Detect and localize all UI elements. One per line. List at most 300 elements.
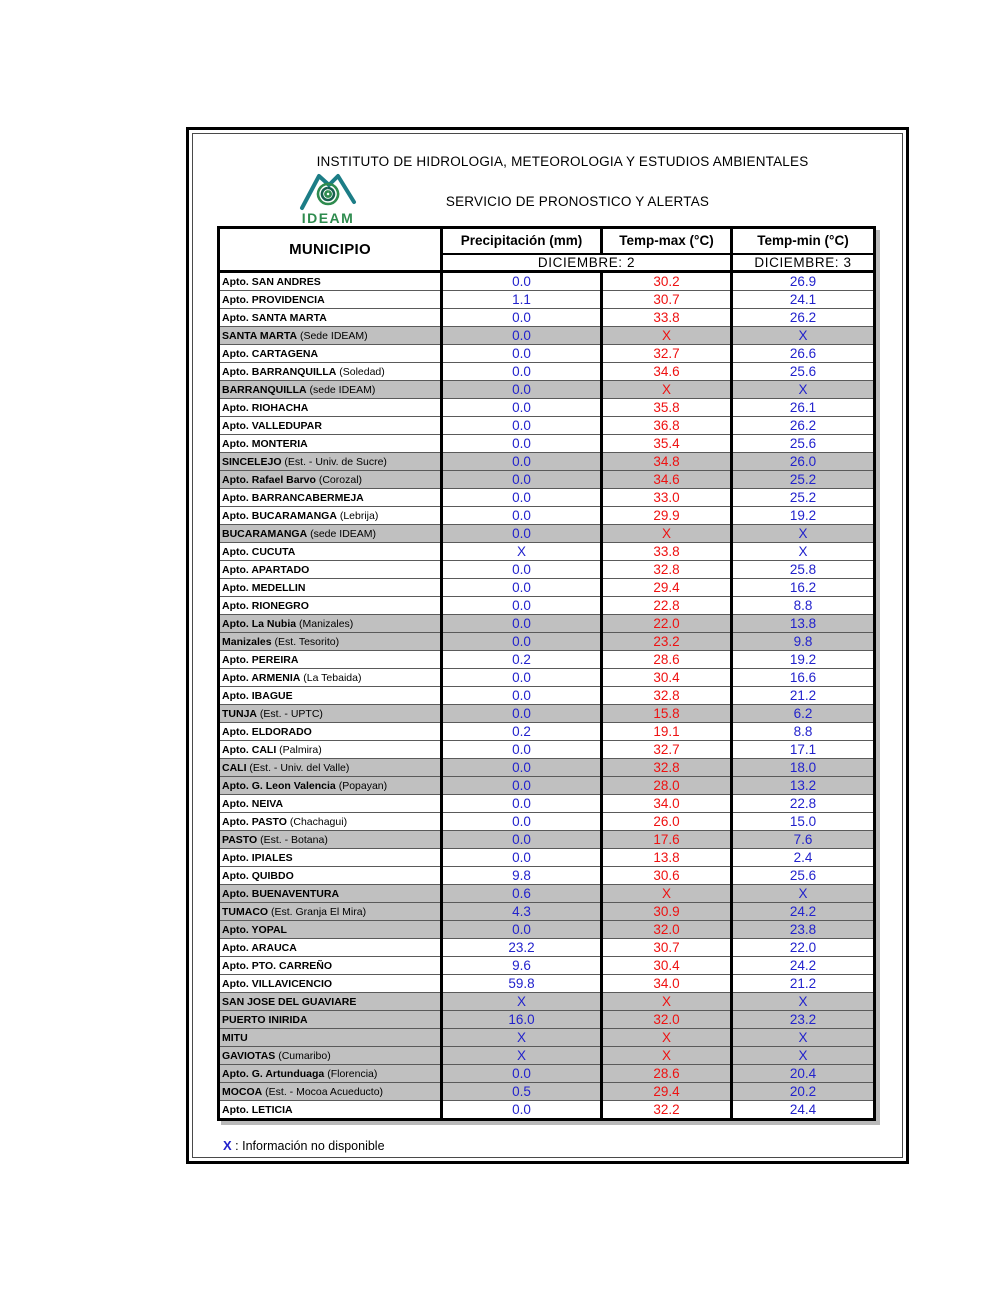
municipio-cell bbox=[219, 921, 442, 939]
table-body bbox=[219, 272, 875, 1120]
temp-min-value: 24.4 bbox=[789, 1102, 817, 1117]
municipio-name: Apto. BARRANQUILLA bbox=[222, 365, 337, 378]
municipio-cell bbox=[219, 867, 442, 885]
table-row bbox=[219, 849, 875, 867]
temp-max-value: 30.4 bbox=[602, 957, 732, 975]
temp-max-value: 34.6 bbox=[602, 363, 732, 381]
precipitation-value: 0.0 bbox=[442, 813, 602, 831]
municipio-note: (Est. - Univ. del Valle) bbox=[246, 761, 350, 774]
temp-min-value: 23.2 bbox=[732, 1011, 875, 1029]
municipio-note: (Cumaribo) bbox=[275, 1049, 331, 1062]
municipio-note: (Soledad) bbox=[336, 365, 385, 378]
table-row bbox=[219, 1083, 875, 1101]
temp-max-value: X bbox=[602, 381, 732, 399]
legend-note bbox=[223, 1138, 385, 1153]
table-row bbox=[219, 651, 875, 669]
temp-max-value: 32.0 bbox=[602, 921, 732, 939]
municipio-name: Apto. VILLAVICENCIO bbox=[222, 977, 333, 990]
municipio-name: Apto. SAN ANDRES bbox=[222, 275, 321, 288]
col-header-temp-min: Temp-min (°C) bbox=[732, 228, 875, 254]
table-row bbox=[219, 471, 875, 489]
temp-min-value: 19.2 bbox=[732, 507, 875, 525]
municipio-note: (Est. - UPTC) bbox=[257, 707, 323, 720]
temp-min-value: 8.8 bbox=[732, 597, 875, 615]
municipio-cell bbox=[219, 651, 442, 669]
precipitation-value: 0.0 bbox=[442, 921, 602, 939]
table-row bbox=[219, 759, 875, 777]
table-row bbox=[219, 975, 875, 993]
municipio-note: (Popayan) bbox=[335, 779, 388, 792]
municipio-name: Apto. PROVIDENCIA bbox=[222, 293, 325, 306]
table-row bbox=[219, 1047, 875, 1065]
precipitation-value: 0.2 bbox=[442, 651, 602, 669]
municipio-note: (Florencia) bbox=[324, 1067, 378, 1080]
table-row bbox=[219, 723, 875, 741]
municipio-name: Apto. RIONEGRO bbox=[222, 599, 309, 612]
table-row bbox=[219, 543, 875, 561]
table-row bbox=[219, 525, 875, 543]
legend-text: : Información no disponible bbox=[231, 1139, 385, 1153]
municipio-note: (Est. Granja El Mira) bbox=[268, 905, 367, 918]
table-row bbox=[219, 939, 875, 957]
table-row bbox=[219, 921, 875, 939]
table-row bbox=[219, 867, 875, 885]
precipitation-value: X bbox=[442, 993, 602, 1011]
precipitation-value: X bbox=[442, 543, 602, 561]
temp-min-value: 25.6 bbox=[732, 363, 875, 381]
temp-max-value: 33.0 bbox=[602, 489, 732, 507]
municipio-cell bbox=[219, 723, 442, 741]
municipio-name: Apto. MEDELLIN bbox=[222, 581, 306, 594]
municipio-name: PUERTO INIRIDA bbox=[222, 1013, 308, 1026]
precipitation-value: 0.0 bbox=[442, 561, 602, 579]
temp-max-value: 29.4 bbox=[602, 1083, 732, 1101]
municipio-cell bbox=[219, 633, 442, 651]
municipio-cell bbox=[219, 381, 442, 399]
temp-min-value: 24.2 bbox=[732, 903, 875, 921]
municipio-name: Apto. ARAUCA bbox=[222, 941, 297, 954]
municipio-cell bbox=[219, 903, 442, 921]
municipio-cell bbox=[219, 453, 442, 471]
municipio-note: (Manizales) bbox=[296, 617, 354, 630]
municipio-note: (Palmira) bbox=[276, 743, 322, 756]
table-row bbox=[219, 309, 875, 327]
forecast-table bbox=[217, 226, 876, 1121]
temp-max-value: X bbox=[602, 993, 732, 1011]
temp-min-value: 16.6 bbox=[732, 669, 875, 687]
temp-min-value: 13.2 bbox=[732, 777, 875, 795]
municipio-cell bbox=[219, 579, 442, 597]
temp-max-value: X bbox=[602, 885, 732, 903]
precipitation-value: 0.0 bbox=[442, 741, 602, 759]
table-row bbox=[219, 1065, 875, 1083]
temp-max-value: 33.8 bbox=[602, 543, 732, 561]
municipio-name: Apto. VALLEDUPAR bbox=[222, 419, 322, 432]
municipio-cell bbox=[219, 597, 442, 615]
table-row bbox=[219, 813, 875, 831]
precipitation-value: 1.1 bbox=[442, 291, 602, 309]
precipitation-value: 0.0 bbox=[442, 381, 602, 399]
municipio-cell bbox=[219, 759, 442, 777]
temp-max-value: X bbox=[602, 1029, 732, 1047]
municipio-name: Apto. G. Artunduaga bbox=[222, 1067, 325, 1080]
precipitation-value: 0.2 bbox=[442, 723, 602, 741]
temp-max-value: 32.2 bbox=[602, 1101, 732, 1120]
municipio-name: Apto. BUENAVENTURA bbox=[222, 887, 340, 900]
municipio-name: Apto. CUCUTA bbox=[222, 545, 296, 558]
municipio-name: Manizales bbox=[222, 635, 272, 648]
temp-max-value: 30.4 bbox=[602, 669, 732, 687]
temp-min-value: X bbox=[732, 381, 875, 399]
table-header bbox=[219, 228, 875, 272]
table-row bbox=[219, 615, 875, 633]
temp-min-value: 24.1 bbox=[732, 291, 875, 309]
municipio-name: Apto. QUIBDO bbox=[222, 869, 294, 882]
table-row bbox=[219, 741, 875, 759]
municipio-cell bbox=[219, 1011, 442, 1029]
municipio-cell bbox=[219, 1029, 442, 1047]
temp-max-value: 26.0 bbox=[602, 813, 732, 831]
table-row bbox=[219, 687, 875, 705]
temp-min-value: 26.0 bbox=[732, 453, 875, 471]
municipio-name: Apto. Rafael Barvo bbox=[222, 473, 316, 486]
precipitation-value: 0.0 bbox=[442, 1101, 602, 1120]
municipio-name: Apto. NEIVA bbox=[222, 797, 284, 810]
table-row bbox=[219, 777, 875, 795]
municipio-name: BUCARAMANGA bbox=[222, 527, 308, 540]
date-header-diciembre-2: DICIEMBRE: 2 bbox=[442, 254, 732, 272]
municipio-name: SAN JOSE DEL GUAVIARE bbox=[222, 995, 357, 1008]
municipio-name: Apto. SANTA MARTA bbox=[222, 311, 327, 324]
temp-max-value: X bbox=[602, 1047, 732, 1065]
municipio-cell bbox=[219, 1083, 442, 1101]
table-row bbox=[219, 363, 875, 381]
temp-min-value: 17.1 bbox=[732, 741, 875, 759]
table-row bbox=[219, 633, 875, 651]
table-row bbox=[219, 831, 875, 849]
municipio-name: Apto. LETICIA bbox=[222, 1103, 293, 1116]
municipio-name: MOCOA bbox=[222, 1085, 263, 1098]
temp-max-value: 32.7 bbox=[602, 345, 732, 363]
municipio-note: (Est. Tesorito) bbox=[271, 635, 340, 648]
municipio-name: Apto. BARRANCABERMEJA bbox=[222, 491, 364, 504]
temp-max-value: 30.7 bbox=[602, 939, 732, 957]
date-header-diciembre-3: DICIEMBRE: 3 bbox=[732, 254, 875, 272]
temp-max-value: 22.0 bbox=[602, 615, 732, 633]
table-row bbox=[219, 705, 875, 723]
temp-min-value: 20.4 bbox=[732, 1065, 875, 1083]
temp-max-value: 30.9 bbox=[602, 903, 732, 921]
municipio-name: Apto. ELDORADO bbox=[222, 725, 312, 738]
temp-min-value: X bbox=[732, 525, 875, 543]
temp-max-value: 30.7 bbox=[602, 291, 732, 309]
municipio-cell bbox=[219, 1101, 442, 1120]
table-row bbox=[219, 993, 875, 1011]
temp-max-value: 34.6 bbox=[602, 471, 732, 489]
municipio-name: Apto. G. Leon Valencia bbox=[222, 779, 336, 792]
temp-min-value: 18.0 bbox=[732, 759, 875, 777]
municipio-name: TUMACO bbox=[222, 905, 269, 918]
temp-max-value: 32.8 bbox=[602, 687, 732, 705]
temp-max-value: 35.8 bbox=[602, 399, 732, 417]
table-row bbox=[219, 507, 875, 525]
municipio-note: (sede IDEAM) bbox=[307, 527, 377, 540]
table-row bbox=[219, 795, 875, 813]
precipitation-value: 9.6 bbox=[442, 957, 602, 975]
document-title: INSTITUTO DE HIDROLOGIA, METEOROLOGIA Y ESTUDIOS AMBIENTALES bbox=[316, 154, 809, 169]
temp-min-value: 26.2 bbox=[732, 417, 875, 435]
municipio-name: Apto. IPIALES bbox=[222, 851, 293, 864]
temp-max-value: 34.0 bbox=[602, 795, 732, 813]
temp-min-value: 26.2 bbox=[732, 309, 875, 327]
municipio-cell bbox=[219, 777, 442, 795]
precipitation-value: 0.0 bbox=[442, 399, 602, 417]
table-row bbox=[219, 1101, 875, 1120]
temp-min-value: 24.2 bbox=[732, 957, 875, 975]
temp-min-value: 2.4 bbox=[732, 849, 875, 867]
temp-min-value: 7.6 bbox=[732, 831, 875, 849]
municipio-name: SANTA MARTA bbox=[222, 329, 298, 342]
municipio-name: Apto. APARTADO bbox=[222, 563, 310, 576]
precipitation-value: 0.0 bbox=[442, 615, 602, 633]
municipio-name: Apto. PEREIRA bbox=[222, 653, 299, 666]
temp-max-value: 29.9 bbox=[602, 507, 732, 525]
table-row bbox=[219, 669, 875, 687]
precipitation-value: 0.0 bbox=[442, 777, 602, 795]
precipitation-value: 0.0 bbox=[442, 831, 602, 849]
temp-max-value: 17.6 bbox=[602, 831, 732, 849]
municipio-cell bbox=[219, 741, 442, 759]
precipitation-value: 0.0 bbox=[442, 1065, 602, 1083]
temp-max-value: X bbox=[602, 327, 732, 345]
municipio-cell bbox=[219, 543, 442, 561]
precipitation-value: 0.0 bbox=[442, 579, 602, 597]
municipio-cell bbox=[219, 417, 442, 435]
municipio-name: Apto. MONTERIA bbox=[222, 437, 308, 450]
temp-min-value: 25.8 bbox=[732, 561, 875, 579]
temp-max-value: 22.8 bbox=[602, 597, 732, 615]
table-row bbox=[219, 345, 875, 363]
municipio-note: (Est. - Botana) bbox=[257, 833, 328, 846]
precipitation-value: 0.0 bbox=[442, 849, 602, 867]
municipio-name: CALI bbox=[222, 761, 247, 774]
temp-min-value: 8.8 bbox=[732, 723, 875, 741]
municipio-cell bbox=[219, 957, 442, 975]
precipitation-value: 0.0 bbox=[442, 795, 602, 813]
precipitation-value: 0.0 bbox=[442, 489, 602, 507]
precipitation-value: 0.0 bbox=[442, 525, 602, 543]
precipitation-value: 0.0 bbox=[442, 272, 602, 291]
temp-max-value: 35.4 bbox=[602, 435, 732, 453]
temp-max-value: 28.6 bbox=[602, 651, 732, 669]
municipio-name: SINCELEJO bbox=[222, 455, 282, 468]
temp-max-value: 29.4 bbox=[602, 579, 732, 597]
municipio-note: (Chachagui) bbox=[286, 815, 348, 828]
table-row bbox=[219, 1029, 875, 1047]
temp-min-value: 15.0 bbox=[732, 813, 875, 831]
municipio-cell bbox=[219, 327, 442, 345]
temp-min-value: 25.2 bbox=[732, 489, 875, 507]
municipio-name: Apto. IBAGUE bbox=[222, 689, 293, 702]
precipitation-value: 0.0 bbox=[442, 327, 602, 345]
temp-min-value: 25.2 bbox=[732, 471, 875, 489]
precipitation-value: 59.8 bbox=[442, 975, 602, 993]
municipio-cell bbox=[219, 345, 442, 363]
legend-x-symbol: X bbox=[223, 1138, 232, 1153]
precipitation-value: 0.0 bbox=[442, 453, 602, 471]
table-row bbox=[219, 435, 875, 453]
temp-max-value: 30.6 bbox=[602, 867, 732, 885]
temp-min-value: X bbox=[732, 993, 875, 1011]
municipio-cell bbox=[219, 435, 442, 453]
precipitation-value: 0.0 bbox=[442, 417, 602, 435]
precipitation-value: 0.0 bbox=[442, 309, 602, 327]
municipio-cell bbox=[219, 507, 442, 525]
municipio-name: PASTO bbox=[222, 833, 258, 846]
temp-max-value: 19.1 bbox=[602, 723, 732, 741]
table-row bbox=[219, 291, 875, 309]
precipitation-value: 9.8 bbox=[442, 867, 602, 885]
temp-min-value: 21.2 bbox=[732, 975, 875, 993]
municipio-note: (Est. - Mocoa Acueducto) bbox=[262, 1085, 384, 1098]
municipio-cell bbox=[219, 272, 442, 291]
temp-min-value: 9.8 bbox=[732, 633, 875, 651]
precipitation-value: 23.2 bbox=[442, 939, 602, 957]
municipio-name: Apto. ARMENIA bbox=[222, 671, 301, 684]
temp-min-value: X bbox=[732, 543, 875, 561]
municipio-cell bbox=[219, 975, 442, 993]
table-row bbox=[219, 561, 875, 579]
municipio-cell bbox=[219, 525, 442, 543]
precipitation-value: 0.0 bbox=[442, 633, 602, 651]
temp-max-value: 28.6 bbox=[602, 1065, 732, 1083]
temp-min-value: 6.2 bbox=[732, 705, 875, 723]
municipio-cell bbox=[219, 363, 442, 381]
municipio-cell bbox=[219, 813, 442, 831]
table-row bbox=[219, 597, 875, 615]
temp-max-value: 13.8 bbox=[602, 849, 732, 867]
municipio-name: TUNJA bbox=[222, 707, 258, 720]
municipio-note: (La Tebaida) bbox=[300, 671, 362, 684]
temp-min-value: 26.6 bbox=[732, 345, 875, 363]
municipio-cell bbox=[219, 795, 442, 813]
temp-max-value: 15.8 bbox=[602, 705, 732, 723]
document-frame bbox=[186, 127, 909, 1164]
municipio-name: Apto. CARTAGENA bbox=[222, 347, 319, 360]
temp-min-value: 25.6 bbox=[732, 867, 875, 885]
temp-max-value: 32.7 bbox=[602, 741, 732, 759]
temp-min-value: X bbox=[732, 885, 875, 903]
municipio-cell bbox=[219, 489, 442, 507]
table-row bbox=[219, 327, 875, 345]
municipio-cell bbox=[219, 309, 442, 327]
municipio-cell bbox=[219, 615, 442, 633]
municipio-cell bbox=[219, 939, 442, 957]
table-row bbox=[219, 579, 875, 597]
temp-max-value: X bbox=[602, 525, 732, 543]
document-subtitle: SERVICIO DE PRONOSTICO Y ALERTAS bbox=[445, 194, 710, 209]
municipio-note: (Corozal) bbox=[315, 473, 363, 486]
table-row bbox=[219, 885, 875, 903]
temp-max-value: 34.8 bbox=[602, 453, 732, 471]
precipitation-value: 0.0 bbox=[442, 471, 602, 489]
table-row bbox=[219, 381, 875, 399]
table-row bbox=[219, 417, 875, 435]
municipio-cell bbox=[219, 399, 442, 417]
precipitation-value: 0.0 bbox=[442, 705, 602, 723]
precipitation-value: 0.5 bbox=[442, 1083, 602, 1101]
table-row bbox=[219, 399, 875, 417]
municipio-name: BARRANQUILLA bbox=[222, 383, 307, 396]
col-header-temp-max: Temp-max (°C) bbox=[602, 228, 732, 254]
municipio-cell bbox=[219, 1047, 442, 1065]
temp-min-value: 21.2 bbox=[732, 687, 875, 705]
precipitation-value: 0.0 bbox=[442, 597, 602, 615]
municipio-cell bbox=[219, 669, 442, 687]
precipitation-value: 4.3 bbox=[442, 903, 602, 921]
temp-min-value: X bbox=[732, 1029, 875, 1047]
table-row bbox=[219, 453, 875, 471]
temp-min-value: 22.8 bbox=[732, 795, 875, 813]
precipitation-value: 0.6 bbox=[442, 885, 602, 903]
municipio-name: MITU bbox=[222, 1031, 248, 1044]
temp-max-value: 30.2 bbox=[602, 272, 732, 291]
municipio-cell bbox=[219, 993, 442, 1011]
municipio-cell bbox=[219, 831, 442, 849]
temp-min-value: 25.6 bbox=[732, 435, 875, 453]
temp-max-value: 34.0 bbox=[602, 975, 732, 993]
temp-min-value: X bbox=[732, 327, 875, 345]
temp-min-value: 26.1 bbox=[732, 399, 875, 417]
temp-max-value: 32.0 bbox=[602, 1011, 732, 1029]
municipio-cell bbox=[219, 561, 442, 579]
temp-max-value: 33.8 bbox=[602, 309, 732, 327]
temp-max-value: 28.0 bbox=[602, 777, 732, 795]
municipio-name: Apto. La Nubia bbox=[222, 617, 297, 630]
municipio-note: (Est. - Univ. de Sucre) bbox=[281, 455, 387, 468]
temp-max-value: 23.2 bbox=[602, 633, 732, 651]
municipio-note: (Sede IDEAM) bbox=[297, 329, 368, 342]
temp-min-value: 26.9 bbox=[732, 272, 875, 291]
municipio-name: Apto. RIOHACHA bbox=[222, 401, 309, 414]
municipio-name: Apto. YOPAL bbox=[222, 923, 287, 936]
municipio-note: (sede IDEAM) bbox=[306, 383, 376, 396]
municipio-name: GAVIOTAS bbox=[222, 1049, 276, 1062]
municipio-cell bbox=[219, 687, 442, 705]
precipitation-value: X bbox=[442, 1029, 602, 1047]
col-header-precipitacion: Precipitación (mm) bbox=[442, 228, 602, 254]
temp-max-value: 36.8 bbox=[602, 417, 732, 435]
municipio-name: Apto. PTO. CARREÑO bbox=[222, 959, 333, 972]
temp-min-value: 22.0 bbox=[732, 939, 875, 957]
temp-min-value: 19.2 bbox=[732, 651, 875, 669]
municipio-note: (Lebrija) bbox=[336, 509, 379, 522]
table-row bbox=[219, 903, 875, 921]
temp-min-value: X bbox=[732, 1047, 875, 1065]
precipitation-value: 0.0 bbox=[442, 669, 602, 687]
municipio-cell bbox=[219, 471, 442, 489]
municipio-cell bbox=[219, 1065, 442, 1083]
municipio-name: Apto. BUCARAMANGA bbox=[222, 509, 337, 522]
precipitation-value: 0.0 bbox=[442, 435, 602, 453]
table-row bbox=[219, 1011, 875, 1029]
table-row bbox=[219, 489, 875, 507]
municipio-cell bbox=[219, 705, 442, 723]
table-row bbox=[219, 957, 875, 975]
temp-max-value: 32.8 bbox=[602, 561, 732, 579]
municipio-name: Apto. PASTO bbox=[222, 815, 287, 828]
temp-min-value: 16.2 bbox=[732, 579, 875, 597]
